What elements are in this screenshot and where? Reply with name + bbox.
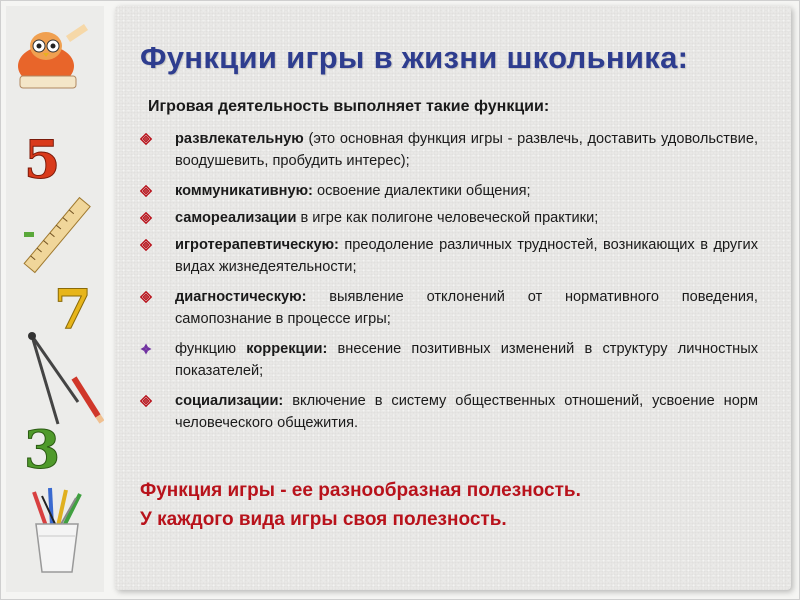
ornate-bullet-icon: [140, 395, 152, 407]
list-item: [140, 207, 758, 229]
conclusion-line: У каждого вида игры своя полезность.: [140, 509, 507, 530]
conclusion: [140, 476, 780, 534]
digit-7-image: 7: [54, 277, 92, 341]
item-term: коррекции:: [246, 341, 328, 357]
item-text: включение в систему общественных отношений, усвоение норм человеческого общежития.: [175, 393, 758, 431]
list-item: [140, 128, 758, 172]
functions-list: [140, 128, 758, 442]
list-item: [140, 180, 758, 202]
pencil-cup-image: [34, 488, 80, 572]
list-item: [140, 338, 758, 382]
item-prefix: функцию: [175, 341, 247, 357]
item-term: развлекательную: [175, 131, 304, 147]
item-text: в игре как полигоне человеческой практики;: [296, 210, 599, 226]
item-text: преодоление различных трудностей, возникающих в других видах жизнедеятельности;: [175, 237, 758, 275]
item-text: (это основная функция игры - развлечь, доставить удовольствие, воодушевить, пробудить интерес);: [175, 131, 758, 169]
ornate-bullet-icon: [140, 185, 152, 197]
compass-pencil-image: [28, 332, 102, 424]
page-title: Функции игры в жизни школьника:: [140, 40, 689, 75]
ornate-bullet-icon: [140, 291, 152, 303]
subtitle: Игровая деятельность выполняет такие функции:: [148, 98, 550, 115]
ornate-bullet-icon: [140, 133, 152, 145]
decorative-sidebar: [6, 6, 104, 592]
item-term: самореализации: [175, 210, 297, 226]
item-text: выявление отклонений от нормативного поведения, самопознание в процессе игры;: [175, 289, 758, 327]
list-item: [140, 286, 758, 330]
ruler-image: [24, 198, 90, 273]
item-term: коммуникативную:: [175, 183, 313, 199]
digit-3-image: 3: [24, 420, 61, 481]
digit-5-image: 5: [24, 130, 61, 191]
list-item: [140, 234, 758, 278]
item-term: диагностическую:: [175, 289, 307, 305]
diamond-bullet-icon: [140, 343, 152, 355]
list-item: [140, 390, 758, 434]
ornate-bullet-icon: [140, 212, 152, 224]
item-text: внесение позитивных изменений в структуру личностных показателей;: [175, 341, 758, 379]
conclusion-line: Функция игры - ее разнообразная полезность.: [140, 480, 581, 501]
item-text: освоение диалектики общения;: [312, 183, 531, 199]
owl-teacher-image: [18, 24, 88, 88]
ornate-bullet-icon: [140, 239, 152, 251]
item-term: игротерапевтическую:: [175, 237, 339, 253]
item-term: социализации:: [175, 393, 284, 409]
